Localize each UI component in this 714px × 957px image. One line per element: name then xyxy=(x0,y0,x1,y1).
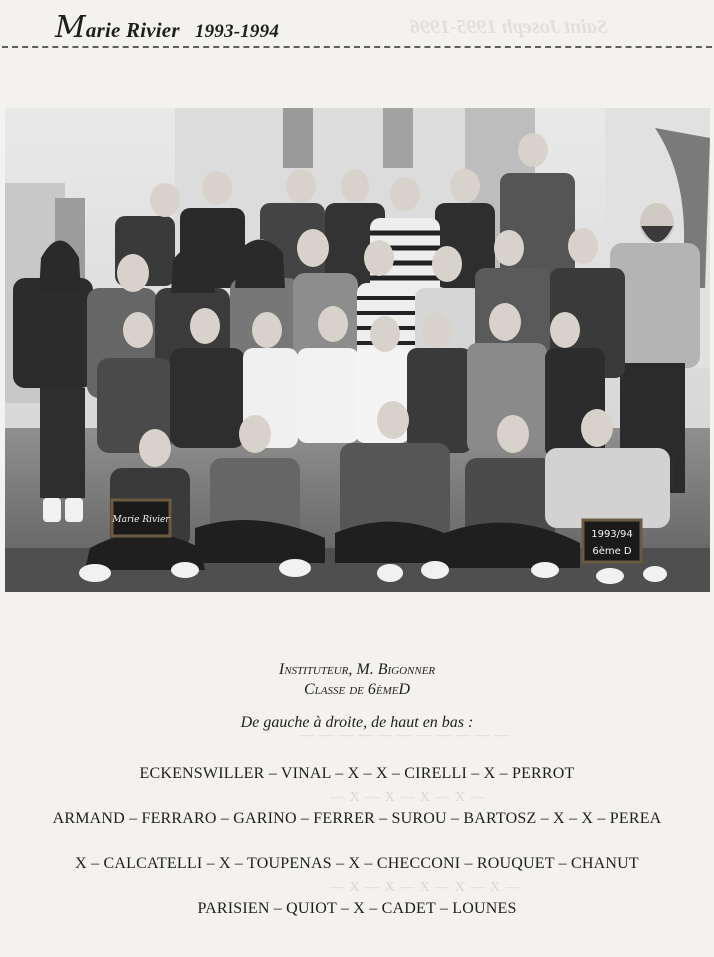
slate-right-line2: 6ème D xyxy=(592,546,632,557)
class-line: Classe de 6èmeD xyxy=(303,681,411,698)
bleed-through-1: — — — — — — — — — — — xyxy=(300,728,510,743)
slate-left-text: Marie Rivier xyxy=(112,515,170,525)
school-name: arie Rivier xyxy=(85,18,180,42)
teacher-line: Instituteur, M. Bigonner xyxy=(278,661,436,678)
bleed-through-header: Saint Joseph 1995-1996 xyxy=(410,16,608,38)
names-row-1: ECKENSWILLER – VINAL – X – X – CIRELLI – X – PERROT xyxy=(139,765,575,782)
photo-caption xyxy=(0,660,714,733)
bleed-through-2: — X — X — X — X — xyxy=(330,790,486,805)
school-years: 1993-1994 xyxy=(194,21,280,42)
names-row-2: ARMAND – FERRARO – GARINO – FERRER – SUROU – BARTOSZ – X – X – PEREA xyxy=(52,810,662,827)
names-row-4: PARISIEN – QUIOT – X – CADET – LOUNES xyxy=(197,900,517,917)
names-row-3: X – CALCATELLI – X – TOUPENAS – X – CHECCONI – ROUQUET – CHANUT xyxy=(75,855,639,872)
header-divider xyxy=(2,46,712,48)
school-initial: M xyxy=(55,10,86,45)
reading-order-line: De gauche à droite, de haut en bas : xyxy=(240,714,474,731)
class-photo-illustration xyxy=(5,108,710,592)
slate-right xyxy=(583,520,641,562)
bleed-through-3: — X — X — X — X — X — xyxy=(330,880,521,895)
slate-right-line1: 1993/94 xyxy=(591,529,633,540)
page-header xyxy=(55,10,279,45)
class-photo xyxy=(5,108,710,592)
slate-left xyxy=(111,500,170,536)
